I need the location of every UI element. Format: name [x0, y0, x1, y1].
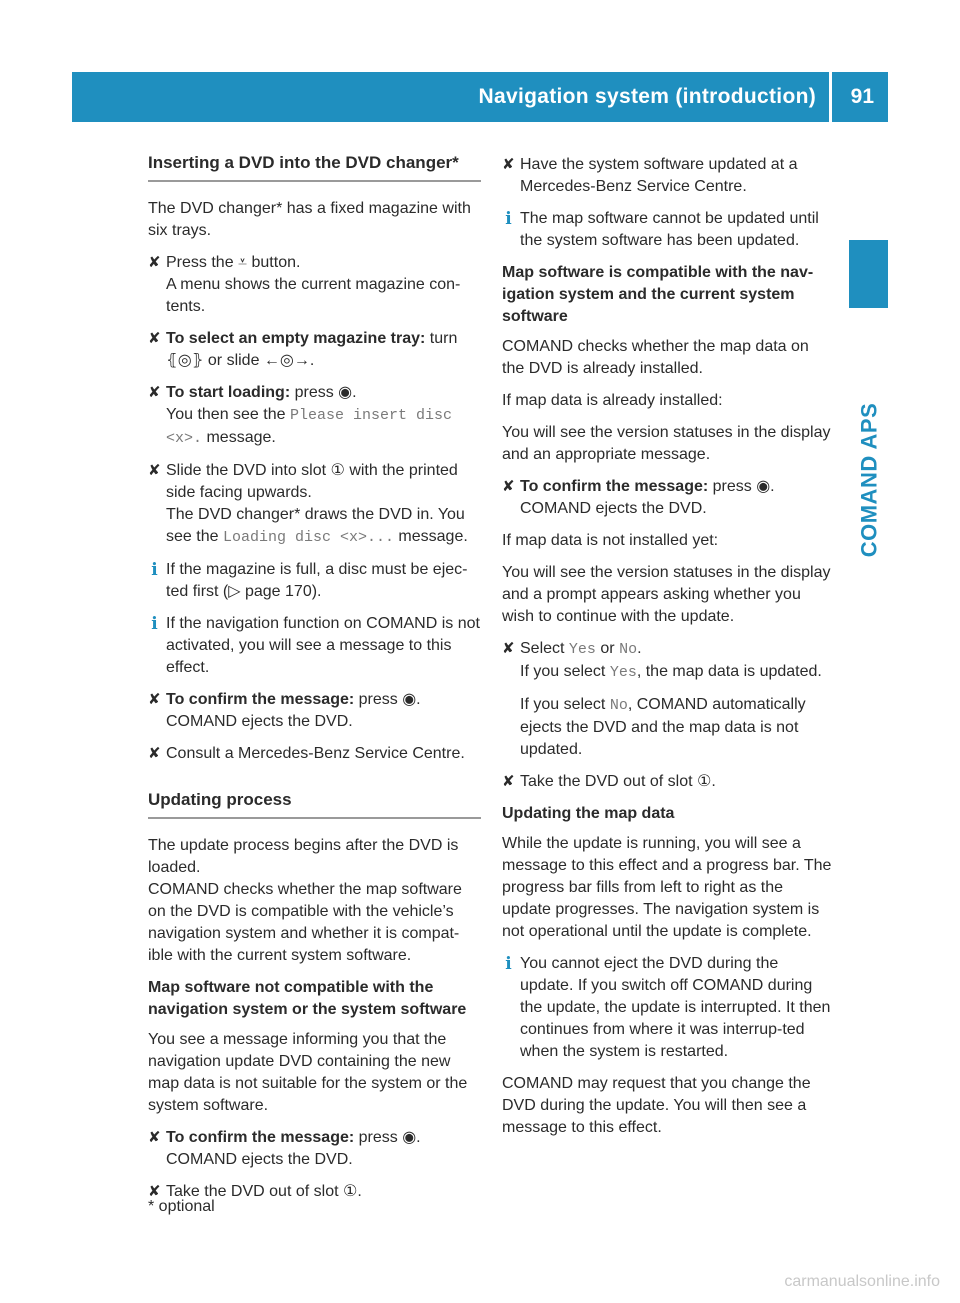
step-arrow-icon: ✘ — [502, 156, 515, 173]
step-arrow-icon: ✘ — [148, 330, 161, 347]
step-arrow-icon: ✘ — [148, 1129, 161, 1146]
step-arrow-icon: ✘ — [148, 745, 161, 762]
info-icon: i — [151, 614, 158, 634]
paragraph: If map data is already installed: — [502, 392, 723, 409]
info-icon: i — [505, 954, 512, 974]
instruction-step: ✘ To start loading: press ◉. You then see the Please insert disc <x>. message. — [148, 384, 452, 447]
instruction-step: ✘ Take the DVD out of slot ①. — [148, 1181, 481, 1203]
step-arrow-icon: ✘ — [502, 640, 515, 657]
page-header — [72, 72, 888, 122]
left-column — [148, 152, 481, 1213]
step-arrow-icon: ✘ — [148, 691, 161, 708]
paragraph: While the update is running, you will see a message to this effect and a progress bar. The progress bar fills from left to right as the update progresses. The navigation system is not operational until the update is complete. — [502, 835, 832, 940]
watermark: carmanualsonline.info — [784, 1273, 940, 1290]
side-tab-label: COMAND APS — [856, 402, 881, 558]
paragraph: COMAND may request that you change the DVD during the update. You will then see a message to this effect. — [502, 1075, 811, 1136]
step-arrow-icon: ✘ — [148, 254, 161, 271]
right-column — [502, 154, 834, 1149]
paragraph: You will see the version statuses in the display and an appropriate message. — [502, 424, 831, 463]
page-number: 91 — [850, 85, 874, 108]
footnote: * optional — [148, 1198, 215, 1215]
instruction-step: ✘ To confirm the message: press ◉. COMAND ejects the DVD. — [502, 478, 775, 517]
paragraph: The update process begins after the DVD is loaded. COMAND checks whether the map software on the DVD is compatible with the vehicle’s navigation system and whether it is compat-ible with the current system software. — [148, 837, 462, 964]
instruction-step: ✘ Press the ⩡ button. A menu shows the current magazine con-tents. — [148, 254, 461, 315]
step-arrow-icon: ✘ — [148, 1183, 161, 1200]
section-title: Inserting a DVD into the DVD changer* — [148, 152, 481, 182]
step-continuation: If you select No, COMAND automatically ejects the DVD and the map data is not updated. — [520, 696, 806, 758]
info-icon: i — [151, 560, 158, 580]
instruction-step: ✘ To confirm the message: press ◉. COMAND ejects the DVD. — [148, 1129, 421, 1168]
instruction-step: ✘ Consult a Mercedes-Benz Service Centre. — [148, 743, 481, 765]
info-note: i You cannot eject the DVD during the update. If you switch off COMAND during the update, the update is interrupted. It then continues from where it was interrup-ted when the system is restarted. — [502, 953, 834, 1063]
step-arrow-icon: ✘ — [148, 384, 161, 401]
info-note: i If the navigation function on COMAND is not activated, you will see a message to this effect. — [148, 613, 481, 679]
header-title: Navigation system (introduction) — [478, 85, 816, 108]
section-title: Updating process — [148, 789, 481, 819]
side-tab-marker — [849, 240, 888, 308]
instruction-step: ✘ Take the DVD out of slot ①. — [502, 771, 834, 793]
info-icon: i — [505, 209, 512, 229]
header-separator — [829, 72, 832, 122]
paragraph: The DVD changer* has a fixed magazine with six trays. — [148, 200, 471, 239]
instruction-step: ✘ To confirm the message: press ◉. COMAND ejects the DVD. — [148, 691, 421, 730]
paragraph: COMAND checks whether the map data on the DVD is already installed. — [502, 338, 809, 377]
info-note: i The map software cannot be updated until the system software has been updated. — [502, 208, 834, 252]
step-arrow-icon: ✘ — [148, 462, 161, 479]
step-arrow-icon: ✘ — [502, 478, 515, 495]
instruction-step: ✘ Select Yes or No. If you select Yes, the map data is updated. — [502, 640, 822, 681]
instruction-step: ✘ Have the system software updated at a Mercedes-Benz Service Centre. — [502, 156, 798, 195]
subsection-heading: Map software is compatible with the nav-igation system and the current system software — [502, 264, 814, 325]
subsection-heading: Updating the map data — [502, 805, 675, 822]
step-arrow-icon: ✘ — [502, 773, 515, 790]
instruction-step: ✘ Slide the DVD into slot ① with the printed side facing upwards. The DVD changer* draws the DVD in. You see the Loading disc <x>... message. — [148, 462, 468, 546]
paragraph: You will see the version statuses in the display and a prompt appears asking whether you wish to continue with the update. — [502, 564, 831, 625]
info-note: i If the magazine is full, a disc must be ejec-ted first (▷ page 170). — [148, 559, 481, 603]
subsection-heading: Map software not compatible with the navigation system or the system software — [148, 979, 467, 1018]
instruction-step: ✘ To select an empty magazine tray: turn ⦃◎⦄ or slide ←◎→. — [148, 330, 458, 369]
paragraph: You see a message informing you that the navigation update DVD containing the new map data is not suitable for the system or the system software. — [148, 1031, 468, 1114]
paragraph: If map data is not installed yet: — [502, 532, 719, 549]
